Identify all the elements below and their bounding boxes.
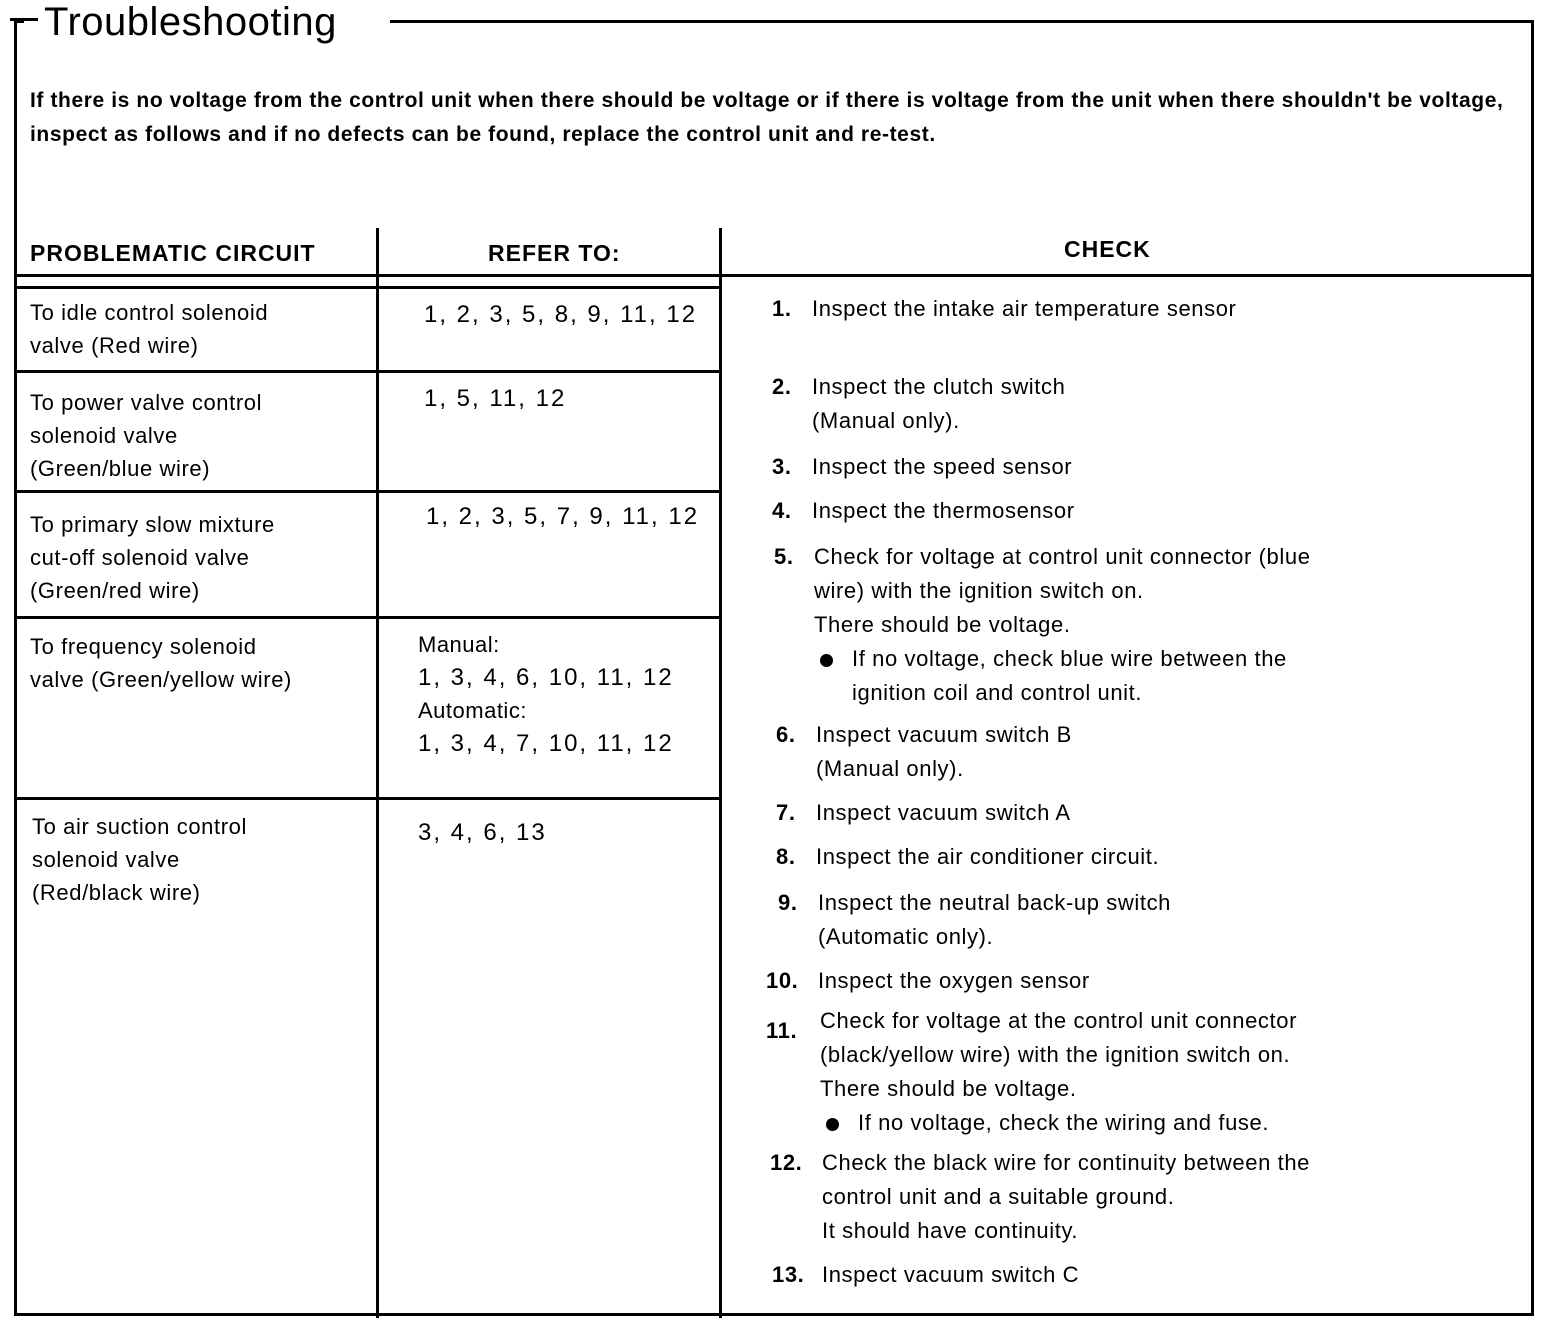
circuit-line: valve (Red wire) — [30, 333, 199, 358]
check-number: 10. — [766, 968, 799, 993]
row-divider-2 — [14, 490, 720, 493]
check-number: 12. — [770, 1150, 803, 1175]
circuit-cell — [32, 810, 247, 909]
check-line: Check for voltage at the control unit connector — [820, 1008, 1298, 1033]
check-number: 6. — [776, 722, 796, 747]
check-line: Inspect the thermosensor — [812, 498, 1075, 523]
refer-line: 3, 4, 6, 13 — [418, 819, 547, 846]
row-divider-1 — [14, 370, 720, 373]
check-number: 8. — [776, 844, 796, 869]
check-bullet — [814, 642, 1464, 710]
row-divider-3 — [14, 616, 720, 619]
check-line: control unit and a suitable ground. — [822, 1184, 1175, 1209]
refer-cell — [424, 298, 697, 331]
header-check: CHECK — [1064, 236, 1151, 262]
column-divider-2 — [719, 228, 722, 1318]
check-line: There should be voltage. — [814, 612, 1071, 637]
check-number: 5. — [774, 544, 794, 569]
refer-cell — [418, 628, 674, 760]
circuit-line: solenoid valve — [30, 423, 178, 448]
check-number: 13. — [772, 1262, 805, 1287]
column-divider-1 — [376, 228, 379, 1318]
check-bullet-line: If no voltage, check blue wire between the — [852, 646, 1287, 671]
check-line: Inspect the intake air temperature sensor — [812, 296, 1237, 321]
check-bullet-line: If no voltage, check the wiring and fuse. — [858, 1110, 1270, 1135]
circuit-line: valve (Green/yellow wire) — [30, 667, 292, 692]
header-bottom-line-left — [14, 286, 720, 289]
check-line: wire) with the ignition switch on. — [814, 578, 1144, 603]
refer-line: 1, 2, 3, 5, 8, 9, 11, 12 — [424, 301, 698, 328]
check-line: (Manual only). — [816, 756, 964, 781]
check-line: Inspect vacuum switch C — [822, 1262, 1080, 1287]
header-problematic-circuit: PROBLEMATIC CIRCUIT — [30, 240, 316, 266]
check-line: Inspect the clutch switch — [812, 374, 1066, 399]
bullet-dot-icon — [820, 654, 833, 667]
check-number: 9. — [778, 890, 798, 915]
circuit-line: To power valve control — [30, 390, 263, 415]
check-number: 4. — [772, 498, 792, 523]
refer-line: 1, 5, 11, 12 — [424, 385, 567, 412]
circuit-cell — [30, 296, 268, 362]
check-number: 7. — [776, 800, 796, 825]
row-divider-4 — [14, 797, 720, 800]
check-line: There should be voltage. — [820, 1076, 1077, 1101]
check-number: 1. — [772, 296, 792, 321]
check-line: Inspect the speed sensor — [812, 454, 1073, 479]
bullet-dot-icon — [826, 1118, 839, 1131]
check-line: Inspect the oxygen sensor — [818, 968, 1090, 993]
section-title: Troubleshooting — [44, 0, 351, 44]
check-line: (Manual only). — [812, 408, 960, 433]
circuit-line: To idle control solenoid — [30, 300, 269, 325]
check-number: 2. — [772, 374, 792, 399]
refer-line: 1, 3, 4, 6, 10, 11, 12 — [418, 664, 674, 691]
check-line: Inspect vacuum switch A — [816, 800, 1071, 825]
circuit-cell — [30, 508, 275, 607]
check-line: Check for voltage at control unit connector (blue — [814, 544, 1311, 569]
refer-cell — [424, 382, 566, 415]
refer-line: 1, 2, 3, 5, 7, 9, 11, 12 — [426, 503, 700, 530]
circuit-line: To frequency solenoid — [30, 634, 257, 659]
intro-paragraph: If there is no voltage from the control unit when there should be voltage or if there is voltage from the unit when there shouldn't be voltage, inspect as follows and if no defects can be found, replace the control unit and re-test. — [30, 89, 1504, 146]
refer-cell — [426, 500, 699, 533]
circuit-cell — [30, 630, 292, 696]
check-bullet-line: ignition coil and control unit. — [852, 680, 1143, 705]
circuit-line: cut-off solenoid valve — [30, 545, 250, 570]
header-refer-to: REFER TO: — [488, 240, 621, 266]
check-line: It should have continuity. — [822, 1218, 1079, 1243]
circuit-line: (Red/black wire) — [32, 880, 201, 905]
circuit-line: To air suction control — [32, 814, 247, 839]
check-line: Check the black wire for continuity between the — [822, 1150, 1310, 1175]
circuit-cell — [30, 386, 262, 485]
circuit-line: To primary slow mixture — [30, 512, 275, 537]
check-line: (Automatic only). — [818, 924, 994, 949]
check-line: Inspect the air conditioner circuit. — [816, 844, 1160, 869]
table-top-line — [14, 274, 1534, 277]
check-number: 11. — [766, 1018, 798, 1043]
refer-line: Automatic: — [418, 698, 527, 723]
check-number: 3. — [772, 454, 792, 479]
circuit-line: (Green/blue wire) — [30, 456, 211, 481]
refer-cell — [418, 816, 547, 849]
refer-line: 1, 3, 4, 7, 10, 11, 12 — [418, 730, 674, 757]
check-line: (black/yellow wire) with the ignition switch on. — [820, 1042, 1291, 1067]
refer-line: Manual: — [418, 632, 500, 657]
circuit-line: (Green/red wire) — [30, 578, 200, 603]
check-line: Inspect the neutral back-up switch — [818, 890, 1172, 915]
check-line: Inspect vacuum switch B — [816, 722, 1072, 747]
circuit-line: solenoid valve — [32, 847, 180, 872]
frame-corner-tick — [10, 18, 38, 21]
check-bullet — [820, 1106, 1470, 1140]
